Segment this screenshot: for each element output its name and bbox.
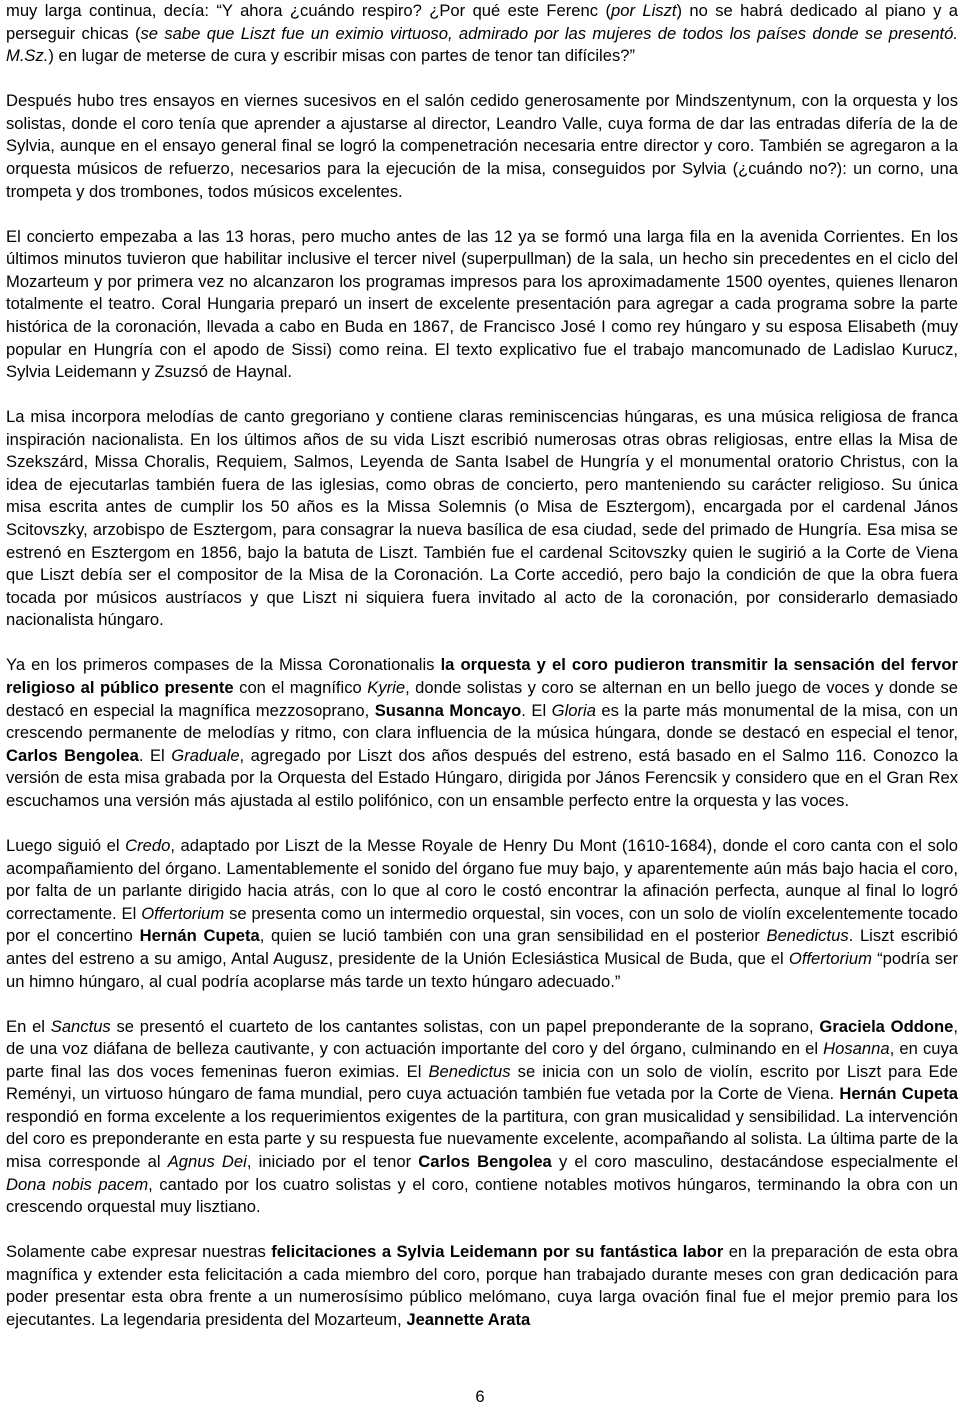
italic-text: Benedictus xyxy=(428,1061,511,1081)
italic-text: por Liszt xyxy=(610,1,677,20)
paragraph xyxy=(6,90,958,203)
italic-text: Kyrie xyxy=(367,678,406,697)
text-run: y el coro masculino, destacándose especialmente el xyxy=(551,1152,959,1172)
text-run: se presentó el cuarteto de los cantantes solistas, con un papel preponderante de la soprano, xyxy=(110,1016,820,1036)
italic-text: se sabe que Liszt fue un eximio virtuoso, admirado por las mujeres de todos los países donde se presentó. M.Sz. xyxy=(6,23,958,66)
italic-text: Sanctus xyxy=(50,1016,111,1036)
bold-text: Hernán Cupeta xyxy=(839,1084,958,1104)
text-run: ) no se habrá dedicado al piano y a perseguir chicas ( xyxy=(6,1,958,43)
page-number: 6 xyxy=(475,1387,485,1406)
text-run: En el xyxy=(6,1016,51,1036)
bold-text: Carlos Bengolea xyxy=(6,745,139,765)
text-run: se presenta como un intermedio orquestal, sin voces, con un solo de violín excelentemente tocado por el concertino xyxy=(6,903,958,946)
italic-text: Offertorium xyxy=(141,903,225,923)
bold-text: felicitaciones a Sylvia Leidemann por su fantástica labor xyxy=(271,1242,724,1262)
paragraph xyxy=(6,406,958,632)
bold-text: Susanna Moncayo xyxy=(374,700,522,720)
bold-text: Graciela Oddone xyxy=(819,1016,954,1036)
text-run: , de una voz diáfana de belleza cautivante, y con actuación importante del coro y del órgano, culminando en el xyxy=(6,1016,958,1059)
text-run: muy larga continua, decía: “Y ahora ¿cuándo respiro? ¿Por qué este Ferenc ( xyxy=(6,1,611,20)
bold-text: Hernán Cupeta xyxy=(139,926,260,946)
text-run: , en cuya parte final las dos voces femeninas fueron eximias. El xyxy=(6,1039,959,1081)
text-run: La misa incorpora melodías de canto gregoriano y contiene claras reminiscencias húngaras, es una música religiosa de franca inspiración nacionalista. En los últimos años de su vida Liszt escribió numerosas otras obras religiosas, entre ellas la Misa de Szekszárd, Missa Choralis, Requiem, Salmos, Leyenda de Santa Isabel de Hungría y el monumental oratorio Christus, con la idea de ejecutarlas también fuera de las iglesias, como obras de concierto, pero manteniendo su carácter religioso. Su única misa escrita antes de cumplir los 50 años es la Missa Solemnis (o Misa de Esztergom), encargada por el cardenal János Scitovszky, arzobispo de Esztergom, para consagrar la nueva basílica de esa ciudad, sede del primado de Hungría. Esa misa se estrenó en Esztergom en 1856, bajo la batuta de Liszt. También fue el cardenal Scitovszky quien le sugirió a la Corte de Viena que Liszt debía ser el compositor de la Misa de la Coronación. La Corte accedió, pero bajo la condición de que la obra fuera tocada por músicos austríacos y que Liszt ni siquiera fuera invitado al acto de la coronación, por considerarlo demasiado nacionalista húngaro. xyxy=(6,407,958,630)
text-run: , donde solistas y coro se alternan en un bello juego de voces y donde se destacó en especial la magnífica mezzosoprano, xyxy=(6,678,958,720)
text-run: Ya en los primeros compases de la Missa Coronationalis xyxy=(6,655,441,675)
text-run: se inicia con un solo de violín, escrito por Liszt para Ede Reményi, un virtuoso húngaro de fama mundial, pero cuya actuación también fue vetada por la Corte de Viena. xyxy=(6,1061,958,1104)
bold-text: Carlos Bengolea xyxy=(418,1152,552,1172)
paragraph xyxy=(6,1241,958,1331)
text-run: con el magnífico xyxy=(233,678,368,697)
paragraph xyxy=(6,0,958,68)
italic-text: Agnus Dei xyxy=(167,1152,247,1172)
paragraph xyxy=(6,1016,958,1219)
text-run: , iniciado por el tenor xyxy=(246,1152,419,1172)
italic-text: Dona nobis pacem xyxy=(6,1174,149,1194)
text-run: “podría ser un himno húngaro, al cual podría acoplarse más tarde un texto húngaro adecuado.” xyxy=(6,948,958,991)
bold-text: la orquesta y el coro pudieron transmitir la sensación del fervor religioso al público presente xyxy=(6,655,958,697)
text-run: , quien se lució también con una gran sensibilidad en el posterior xyxy=(259,926,767,946)
text-run: , adaptado por Liszt de la Messe Royale de Henry Du Mont (1610-1684), donde el coro canta con el solo acompañamiento del órgano. Lamentablemente el sonido del órgano fue muy bajo, y aparentemente aún más bajo hacia el coro, por falta de un parlante dirigido hacia atrás, con lo que al coro le costó encontrar la afinación perfecta, aunque al final lo logró correctamente. El xyxy=(6,835,958,923)
italic-text: Credo xyxy=(125,835,171,855)
text-run: El concierto empezaba a las 13 horas, pero mucho antes de las 12 ya se formó una larga fila en la avenida Corrientes. En los últimos minutos tuvieron que habilitar inclusive el tercer nivel (superpullman) de la sala, un hecho sin precedentes en el ciclo del Mozarteum y por primera vez no alcanzaron los programas impresos para los aproximadamente 1500 oyentes, quienes llenaron totalmente el teatro. Coral Hungaria preparó un insert de excelente presentación para agregar a cada programa sobre la parte histórica de la coronación, llevada a cabo en Buda en 1867, de Francisco José I como rey húngaro y su esposa Elisabeth (muy popular en Hungría con el apodo de Sissi) como reina. El texto explicativo fue el trabajo mancomunado de Ladislao Kurucz, Sylvia Leidemann y Zsuzsó de Haynal. xyxy=(6,226,958,382)
italic-text: Hosanna xyxy=(823,1039,890,1059)
paragraph xyxy=(6,835,958,993)
text-run: Solamente cabe expresar nuestras xyxy=(6,1242,272,1262)
text-run: . El xyxy=(521,700,552,720)
text-run: Luego siguió el xyxy=(6,835,126,855)
italic-text: Benedictus xyxy=(766,926,849,946)
italic-text: Offertorium xyxy=(788,948,872,968)
paragraph xyxy=(6,654,958,812)
italic-text: Gloria xyxy=(551,700,596,720)
italic-text: Graduale xyxy=(171,745,240,765)
text-run: respondió en forma excelente a los requerimientos exigentes de la partitura, con gran musicalidad y sensibilidad. La intervención del coro es preponderante en esta parte y su respuesta fue nuevamente excelente, acompañando al solista. La última parte de la misa corresponde al xyxy=(6,1106,958,1172)
text-run: en la preparación de esta obra magnífica y extender esta felicitación a cada miembro del coro, porque han trabajado durante meses con gran dedicación para poder presentar esta obra frente a un numerosísimo público melómano, cuya larga ovación final fue el mejor premio para los ejecutantes. La legendaria presidenta del Mozarteum, xyxy=(6,1242,958,1330)
text-run: . El xyxy=(138,745,172,765)
text-run: ) en lugar de meterse de cura y escribir misas con partes de tenor tan difíciles?” xyxy=(48,46,636,66)
text-run: Después hubo tres ensayos en viernes sucesivos en el salón cedido generosamente por Mindszentynum, con la orquesta y los solistas, donde el coro tenía que aprender a ajustarse al director, Leandro Valle, cuya forma de dar las entradas difería de la de Sylvia, aunque en el ensayo general final se logró la compenetración necesaria entre director y coro. También se agregaron a la orquesta músicos de refuerzo, necesarios para la ejecución de la misa, conseguidos por Sylvia (¿cuándo no?): un corno, una trompeta y dos trombones, todos músicos excelentes. xyxy=(6,91,958,201)
text-run: , cantado por los cuatro solistas y el coro, contiene notables motivos húngaros, terminando la obra con un crescendo orquestal muy lisztiano. xyxy=(6,1174,958,1217)
text-run: . Liszt escribió antes del estreno a su amigo, Antal Augusz, presidente de la Unión Eclesiástica Musical de Buda, que el xyxy=(6,926,958,968)
bold-text: Jeannette Arata xyxy=(406,1310,531,1330)
paragraph xyxy=(6,226,958,384)
text-run: , agregado por Liszt dos años después del estreno, está basado en el Salmo 116. Conozco la versión de esta misa grabada por la Orquesta del Estado Húngaro, dirigida por János Ferencsik y considero que en el Gran Rex escuchamos una versión más ajustada al estilo polifónico, con un ensamble perfecto entre la orquesta y las voces. xyxy=(6,745,958,810)
body-text xyxy=(6,0,958,1354)
text-run: es la parte más monumental de la misa, con un crescendo permanente de melodías y ritmo, con clara influencia de la música húngara, donde se destacó en especial el tenor, xyxy=(6,700,958,743)
